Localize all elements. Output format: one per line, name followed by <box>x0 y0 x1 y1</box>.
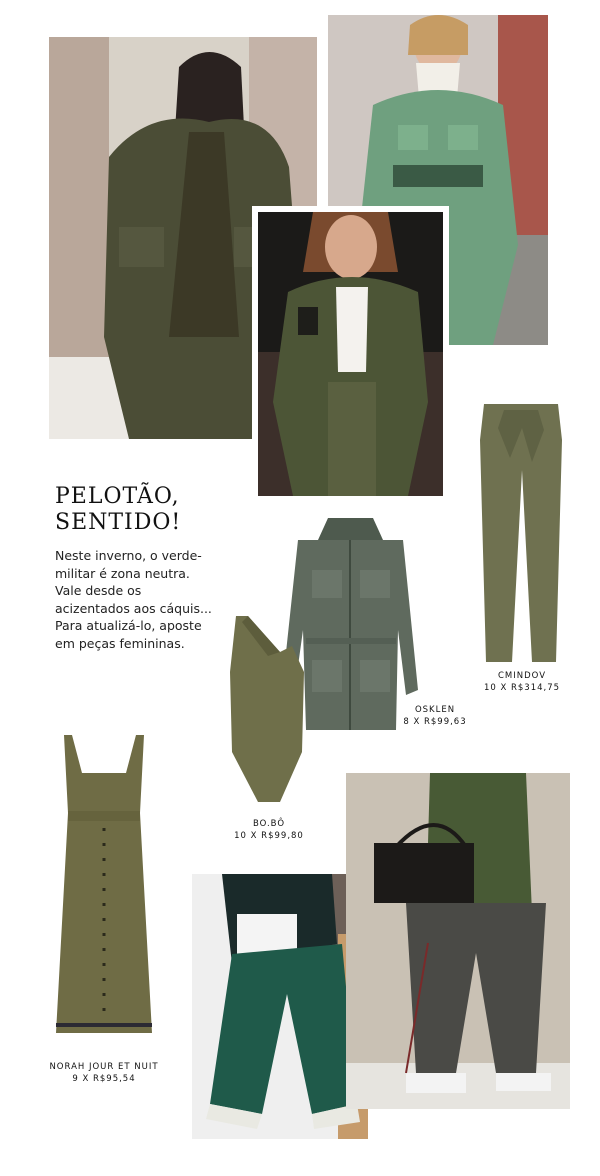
caption-price: 9 X R$95,54 <box>72 1074 136 1084</box>
caption-price: 10 X R$314,75 <box>483 683 561 693</box>
headline-line-2: SENTIDO! <box>55 510 182 535</box>
caption-brand: OSKLEN <box>414 705 456 715</box>
caption-price: 10 X R$99,80 <box>234 831 304 841</box>
product-cmindov-trousers[interactable] <box>474 400 568 662</box>
caption-brand: CMINDOV <box>497 671 547 681</box>
runway-photo-leather-look <box>252 206 449 502</box>
product-bobo-bodysuit[interactable] <box>218 612 318 812</box>
caption-norah <box>36 1061 172 1085</box>
caption-bobo <box>226 818 312 842</box>
street-photo-emerald-trousers <box>192 874 368 1139</box>
street-photo-grey-trousers <box>346 773 570 1109</box>
caption-price: 8 X R$99,63 <box>403 717 467 727</box>
caption-cmindov <box>476 670 568 694</box>
headline-line-1: PELOTÃO, <box>55 484 180 509</box>
caption-brand: BO.BÔ <box>252 819 286 829</box>
caption-brand: NORAH JOUR ET NUIT <box>49 1062 159 1072</box>
article-headline <box>55 484 225 536</box>
article-body: Neste inverno, o verde-militar é zona neutra. Vale desde os acizentados aos cáquis... Para atualizá-lo, aposte em peças femininas. <box>55 548 212 651</box>
caption-osklen <box>395 704 475 728</box>
product-norah-dress[interactable] <box>48 733 160 1043</box>
